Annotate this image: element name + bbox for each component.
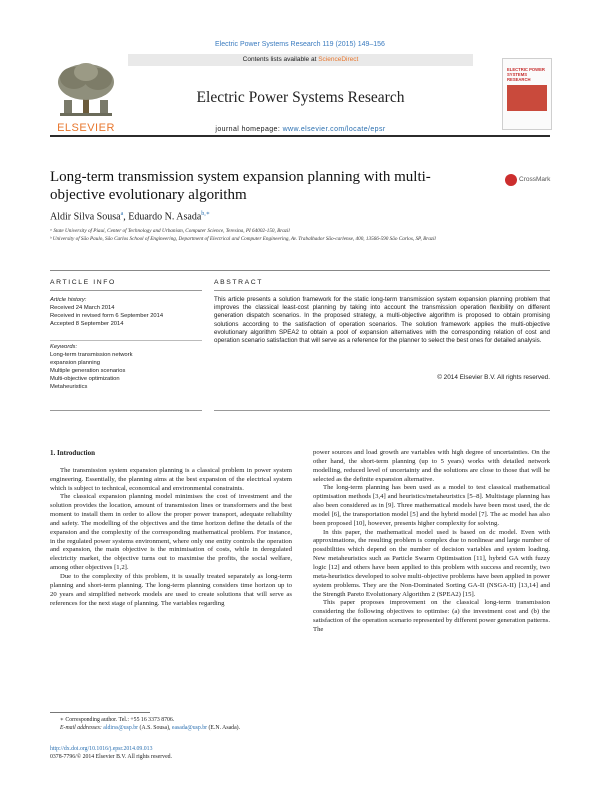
corresponding-author-note: ∗ Corresponding author. Tel.: +55 16 3373 8706. [60, 717, 175, 723]
divider [214, 410, 550, 411]
article-history [50, 296, 202, 328]
journal-homepage [128, 126, 473, 133]
author-list [50, 210, 210, 222]
email-owner: (A.S. Sousa), [138, 725, 172, 731]
doi-link[interactable]: http://dx.doi.org/10.1016/j.epsr.2014.09.013 [50, 746, 153, 752]
crossmark-label: CrossMark [519, 176, 551, 183]
journal-reference[interactable]: Electric Power Systems Research 119 (2015) 149–156 [215, 41, 385, 48]
keyword: Metaheuristics [50, 384, 88, 390]
affiliation-divider [50, 270, 550, 271]
body-paragraph: Due to the complexity of this problem, it is usually treated separately as long-term planning and short-term planning. The long-term planning considers time horizon up to 20 years and simplified network models are used to create solutions that will serve as references for the next stage of planning. The variables regarding [50, 572, 292, 607]
homepage-link[interactable]: www.elsevier.com/locate/epsr [282, 126, 386, 133]
homepage-label: journal homepage: [215, 126, 281, 133]
sciencedirect-link[interactable]: ScienceDirect [318, 56, 359, 63]
cover-art [507, 85, 547, 111]
abstract-copyright: © 2014 Elsevier B.V. All rights reserved. [437, 374, 550, 381]
email-link[interactable]: aldirss@usp.br [103, 725, 139, 731]
header-divider [50, 135, 550, 137]
body-paragraph: This paper proposes improvement on the classical long-term transmission considering the following objectives to optimise: (a) the investment cost and (b) the satisfaction of the operation scenario represented by different power generation patterns. The [313, 599, 550, 633]
body-column-left [50, 449, 292, 608]
cover-title: ELECTRIC POWER SYSTEMS RESEARCH [507, 67, 545, 82]
abstract-text: This article presents a solution framework for the static long-term transmission system expansion planning problem that improves the classical least-cost planning by taking into account the transmission operation flexibility on different generation dispatch scenarios. In the proposed strategy, a multi-objective algorithm is proposed to obtain promising solutions according to the satisfaction of operation scenarios. The solution framework applies the multi-objective evolutionary algorithm SPEA2 to obtain a pool of expansion alternatives with the corresponding relation of cost and operation scenario satisfaction that will serve as a reference for the planner to select the best ones for detailed analysis. [214, 296, 550, 345]
keyword: expansion planning [50, 360, 100, 366]
author-name: Eduardo N. Asada [128, 211, 202, 223]
divider [50, 290, 202, 291]
email-link[interactable]: easada@usp.br [171, 725, 208, 731]
divider [50, 340, 202, 341]
issn-copyright: 0378-7796/© 2014 Elsevier B.V. All rights reserved. [50, 754, 172, 760]
publisher-wordmark: ELSEVIER [57, 122, 115, 134]
divider [50, 410, 202, 411]
history-item: Received 24 March 2014 [50, 305, 115, 311]
contents-prefix: Contents lists available at [242, 56, 317, 63]
history-item: Accepted 8 September 2014 [50, 321, 124, 327]
history-label: Article history: [50, 297, 87, 303]
article-title: Long-term transmission system expansion planning with multi-objective evolutionary algorithm [50, 169, 431, 203]
body-column-right [313, 449, 550, 635]
author-name: Aldir Silva Sousa [50, 211, 121, 223]
affiliation-a: ᵃ State University of Piauí, Center of Technology and Urbanism, Computer Science, Teresina, PI 64002-150, Brazil [50, 228, 290, 234]
journal-cover-thumbnail [502, 58, 552, 130]
email-note [50, 724, 292, 732]
author-affiliation-marker[interactable]: a [120, 211, 124, 217]
contents-band [128, 54, 473, 66]
article-info-heading: ARTICLE INFO [50, 279, 116, 286]
keywords [50, 343, 202, 391]
crossmark-icon [505, 174, 517, 186]
email-label: E-mail addresses: [60, 725, 102, 731]
journal-title: Electric Power Systems Research [196, 89, 405, 106]
body-paragraph: The long-term planning has been used as a model to test classical mathematical optimisation methods [3,4] and heuristics/metaheuristics [5–8]. Multistage planning has also been considered as in [9]. Three mathematical models have been most used, the dc model [6], the transportation model [5] and the hybrid model [7]. The ac model has also been proposed [10], however, presents higher complexity for solving. [313, 484, 550, 527]
footnotes [50, 716, 292, 732]
doi-block [50, 745, 292, 761]
abstract-heading: ABSTRACT [214, 279, 264, 286]
history-item: Received in revised form 6 September 2014 [50, 313, 164, 319]
keyword: Multiple generation scenarios [50, 368, 126, 374]
email-owner: (E.N. Asada). [207, 725, 241, 731]
affiliations [50, 228, 550, 243]
author-separator: , [123, 211, 129, 223]
keyword: Long-term transmission network [50, 352, 133, 358]
body-paragraph: power sources and load growth are variables with high degree of uncertainties. On the other hand, the short-term planning (up to 5 years) works with detailed network modelling, reduced level of uncertainty and the solutions are close to those that will be selected as the definite expansion alternative. [313, 449, 550, 483]
keyword: Multi-objective optimization [50, 376, 120, 382]
divider [214, 290, 550, 291]
elsevier-logo [50, 60, 122, 134]
footnote-divider [50, 712, 150, 713]
journal-header [50, 54, 550, 134]
body-paragraph: The classical expansion planning model minimises the cost of investment and the solution provides the location, amount of transmission lines or transformers and the best moment to install them in order to allow the proper power transport, adequate reliability and safety. The modelling of the objectives and the time horizon define the details of the expansion and the complexity of the corresponding mathematical problem. For instance, in the regulated power systems environment, where only one entity controls the operation and expansion, the main objective is the minimisation of costs, while in deregulated electricity market, the objective turns out to maximise the profits, the social welfare, among other objectives [1,2]. [50, 493, 292, 572]
tree-logo-icon [50, 60, 122, 120]
body-paragraph: The transmission system expansion planning is a classical problem in power system engineering. Essentially, the planning aims at the best expansion of the electrical system which is subject to technical, economical and environmental constraints. [50, 466, 292, 492]
section-heading: 1. Introduction [50, 449, 95, 457]
affiliation-b: ᵇ University of São Paulo, São Carlos School of Engineering, Department of Electrical and Computer Engineering, Av. Trabalhador São-carlense, 400, 13566-590 São Carlos, SP, Brazil [50, 235, 436, 242]
crossmark-badge[interactable] [505, 174, 551, 188]
author-affiliation-marker[interactable]: b,∗ [201, 211, 210, 217]
keywords-label: Keywords: [50, 344, 78, 350]
body-paragraph: In this paper, the mathematical model used is based on dc model. Even with approximations, the resulting problem is complex due to nonlinear and large number of possibilities which depend on the number of decision variables and system loading. New metaheuristics such as Particle Swarm Optimisation [11], hybrid GA with fuzzy logic [12] and others have been applied to this problem with success and recently, two meta-heuristics developed to solve multi-objective problems have been applied in power system problems. They are the Non-Dominated Sorting GA-II (NSGA-II) [13,14] and the Strength Pareto Evolutionary Algorithm 2 (SPEA2) [15]. [313, 528, 550, 598]
